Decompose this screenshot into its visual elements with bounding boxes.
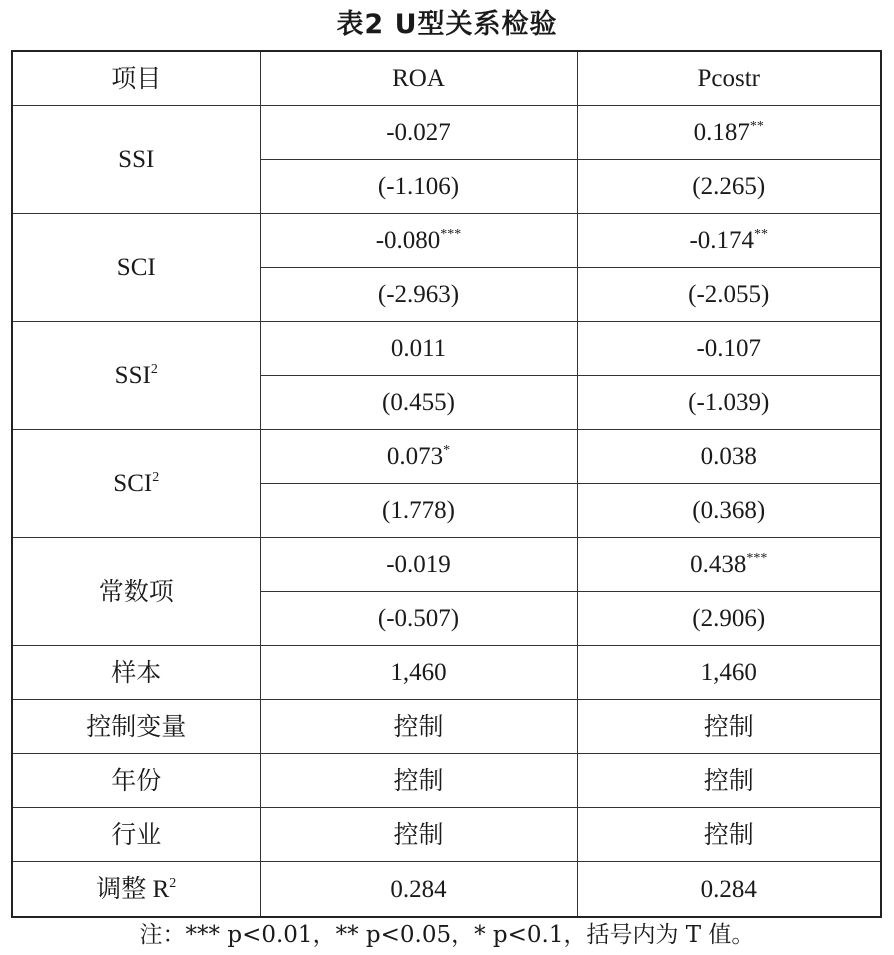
pcostr-tvalue: (2.265) (577, 160, 881, 214)
roa-value: 控制 (260, 808, 577, 862)
row-label: 年份 (12, 754, 260, 808)
table-row (12, 700, 881, 754)
pcostr-value: 1,460 (577, 646, 881, 700)
row-label: 行业 (12, 808, 260, 862)
pcostr-coef: 0.187** (577, 106, 881, 160)
roa-tvalue: (-2.963) (260, 268, 577, 322)
regression-table (11, 50, 882, 918)
table-row (12, 646, 881, 700)
table-row (12, 430, 881, 484)
table-row (12, 808, 881, 862)
pcostr-tvalue: (0.368) (577, 484, 881, 538)
row-label: SSI$^2$ (12, 322, 260, 430)
roa-value: 1,460 (260, 646, 577, 700)
header-roa: ROA (260, 51, 577, 106)
pcostr-tvalue: (-1.039) (577, 376, 881, 430)
roa-value: 0.284 (260, 862, 577, 918)
pcostr-value: 控制 (577, 808, 881, 862)
header-item: 项目 (12, 51, 260, 106)
roa-coef: 0.073* (260, 430, 577, 484)
table-note: 注：*** p<0.01，** p<0.05，* p<0.1，括号内为 T 值。 (139, 922, 755, 948)
pcostr-value: 控制 (577, 754, 881, 808)
table-row (12, 538, 881, 592)
pcostr-coef: -0.107 (577, 322, 881, 376)
table-row (12, 214, 881, 268)
row-label: 常数项 (12, 538, 260, 646)
roa-coef: -0.027 (260, 106, 577, 160)
pcostr-value: 0.284 (577, 862, 881, 918)
roa-tvalue: (-1.106) (260, 160, 577, 214)
row-label: SCI (12, 214, 260, 322)
table-title: 表2 U型关系检验 (336, 9, 558, 40)
row-label: 调整 $R^2$ (12, 862, 260, 918)
roa-tvalue: (-0.507) (260, 592, 577, 646)
header-pcostr: Pcostr (577, 51, 881, 106)
roa-value: 控制 (260, 754, 577, 808)
roa-value: 控制 (260, 700, 577, 754)
table-row (12, 106, 881, 160)
roa-tvalue: (1.778) (260, 484, 577, 538)
pcostr-coef: 0.038 (577, 430, 881, 484)
row-label: SCI$^2$ (12, 430, 260, 538)
table-row (12, 862, 881, 918)
roa-coef: -0.019 (260, 538, 577, 592)
pcostr-coef: 0.438*** (577, 538, 881, 592)
table-row (12, 754, 881, 808)
roa-tvalue: (0.455) (260, 376, 577, 430)
pcostr-tvalue: (2.906) (577, 592, 881, 646)
roa-coef: 0.011 (260, 322, 577, 376)
row-label: SSI (12, 106, 260, 214)
row-label: 控制变量 (12, 700, 260, 754)
table-row (12, 322, 881, 376)
pcostr-tvalue: (-2.055) (577, 268, 881, 322)
pcostr-coef: -0.174** (577, 214, 881, 268)
pcostr-value: 控制 (577, 700, 881, 754)
row-label: 样本 (12, 646, 260, 700)
roa-coef: -0.080*** (260, 214, 577, 268)
header-row (12, 51, 881, 106)
